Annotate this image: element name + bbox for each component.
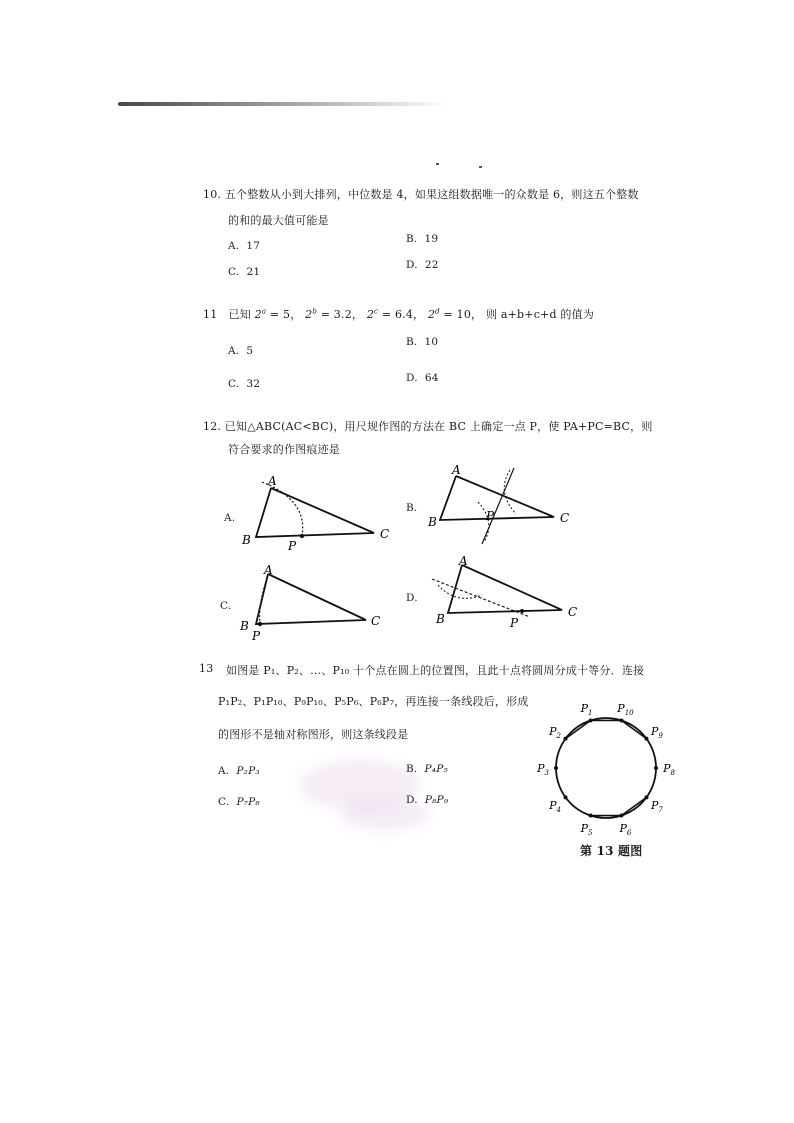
q10-option-a-label: A. xyxy=(228,240,240,252)
q13-option-a[interactable] xyxy=(218,765,260,777)
q11-exp-2: b xyxy=(312,307,317,316)
q12-option-b-label[interactable]: B. xyxy=(406,502,418,514)
q13-option-c-label: C. xyxy=(218,796,230,808)
q13-option-a-label: A. xyxy=(218,765,230,777)
q11-exp-4: d xyxy=(435,307,440,316)
q13-option-b[interactable] xyxy=(406,763,448,775)
q13-circle-figure xyxy=(530,696,690,846)
fig-c-label-b: B xyxy=(240,619,249,633)
q10-stem-line1: 10. 五个整数从小到大排列，中位数是 4，如果这组数据唯一的众数是 6，则这五个整数 xyxy=(203,188,639,201)
q13-point-p4 xyxy=(564,795,568,799)
q10-option-b-label: B. xyxy=(406,233,418,245)
q11-option-d[interactable] xyxy=(406,372,439,384)
q11-option-c-text: 32 xyxy=(246,378,261,390)
q13-circle xyxy=(556,718,656,818)
q11-exp-3: c xyxy=(374,307,379,316)
q13-point-p3 xyxy=(554,766,558,770)
q12-stem-line2: 符合要求的作图痕迹是 xyxy=(228,443,340,456)
q12-figure-c[interactable] xyxy=(234,562,394,646)
fig-b-label-a: A xyxy=(452,463,461,477)
q13-stem-line2: P₁P₂、P₁P₁₀、P₉P₁₀、P₅P₆、P₆P₇，再连接一条线段后，形成 xyxy=(218,695,529,708)
fig-a-label-b: B xyxy=(242,533,251,547)
q13-point-label-p8: $P_8$ xyxy=(663,762,675,777)
q13-point-label-p7: $P_7$ xyxy=(651,799,663,815)
q12-figure-d[interactable] xyxy=(426,555,586,635)
q11-value-1: = 5， xyxy=(266,308,302,321)
q11-option-b-label: B. xyxy=(406,336,418,348)
q11-value-2: = 3.2， xyxy=(317,308,364,321)
q10-option-d-text: 22 xyxy=(424,259,439,271)
q13-chord-p1-p2 xyxy=(566,720,591,738)
q11-exp-1: a xyxy=(261,307,267,316)
q12-option-d-label[interactable]: D. xyxy=(406,592,418,604)
fig-a-label-a: A xyxy=(268,474,277,488)
q10-option-c-label: C. xyxy=(228,266,240,278)
q13-point-label-p4: $P_4$ xyxy=(549,799,561,815)
q11-base-2: 2 xyxy=(305,308,313,321)
q10-option-b[interactable] xyxy=(406,233,438,245)
q11-value-3: = 6.4， xyxy=(378,308,425,321)
q11-option-a[interactable] xyxy=(228,345,253,357)
q13-option-c[interactable] xyxy=(218,796,260,808)
q13-option-c-text: P₇P₈ xyxy=(236,796,260,808)
q13-option-b-text: P₄P₅ xyxy=(424,763,448,775)
q10-option-c-text: 21 xyxy=(246,266,261,278)
q11-base-3: 2 xyxy=(366,308,375,321)
q12-figure-a[interactable] xyxy=(236,470,406,560)
q11-option-b[interactable] xyxy=(406,336,438,348)
q13-chords-group xyxy=(566,720,647,815)
q13-point-label-p6: $P_6$ xyxy=(619,821,632,837)
q13-option-d-text: P₈P₉ xyxy=(424,794,449,806)
q13-point-label-p3: $P_3$ xyxy=(537,762,549,777)
q11-stem xyxy=(203,306,594,322)
fig-d-label-p: P xyxy=(510,616,519,630)
q11-option-d-label: D. xyxy=(406,372,418,384)
fig-c-label-a: A xyxy=(264,563,273,577)
q13-point-label-p5: $P_5$ xyxy=(580,821,593,837)
scan-speck xyxy=(479,166,482,168)
fig-d-label-b: B xyxy=(436,612,445,626)
q13-point-label-p9: $P_9$ xyxy=(651,724,663,740)
q13-option-d[interactable] xyxy=(406,794,448,806)
q10-option-d-label: D. xyxy=(406,259,418,271)
q13-stem-line3: 的图形不是轴对称图形，则这条线段是 xyxy=(218,728,409,741)
q13-point-label-p10: $P_{10}$ xyxy=(617,702,634,718)
fig-d-label-c: C xyxy=(568,605,578,619)
q11-option-d-text: 64 xyxy=(424,372,439,384)
q12-option-c-label[interactable]: C. xyxy=(220,600,232,612)
q13-points-group xyxy=(536,702,675,837)
q13-number: 13 xyxy=(199,662,214,675)
q13-option-a-text: P₂P₃ xyxy=(236,765,260,777)
q10-option-b-text: 19 xyxy=(424,233,439,245)
fig-b-label-c: C xyxy=(560,511,570,525)
q10-option-a-text: 17 xyxy=(246,240,261,252)
q12-stem-line1: 12. 已知△ABC(AC<BC)，用尺规作图的方法在 BC 上确定一点 P，使 PA+PC=BC，则 xyxy=(203,420,653,433)
q10-option-c[interactable] xyxy=(228,266,260,278)
q11-prefix: 已知 xyxy=(228,308,251,321)
q13-option-d-label: D. xyxy=(406,794,418,806)
q13-figure-caption: 第 13 题图 xyxy=(580,844,643,858)
scan-speck xyxy=(436,163,439,165)
q11-base-4: 2 xyxy=(427,308,436,321)
q13-point-p8 xyxy=(654,766,658,770)
q13-option-b-label: B. xyxy=(406,763,418,775)
q11-option-a-label: A. xyxy=(228,345,240,357)
q10-option-a[interactable] xyxy=(228,240,260,252)
fig-a-label-p: P xyxy=(288,539,297,553)
q10-option-d[interactable] xyxy=(406,259,439,271)
q11-value-4: = 10， xyxy=(439,308,483,321)
q11-option-c[interactable] xyxy=(228,378,260,390)
q11-option-c-label: C. xyxy=(228,378,240,390)
q13-point-label-p2: $P_2$ xyxy=(549,724,561,740)
scan-artifact-line xyxy=(118,102,448,106)
fig-b-label-b: B xyxy=(428,515,437,529)
q10-stem-line2: 的和的最大值可能是 xyxy=(228,214,329,227)
q12-option-a-label[interactable]: A. xyxy=(224,512,236,524)
q13-chord-p6-p7 xyxy=(621,797,646,815)
q12-figure-b[interactable] xyxy=(426,462,586,550)
q11-number: 11 xyxy=(203,308,218,321)
fig-d-label-a: A xyxy=(459,554,468,568)
q13-point-label-p1: $P_1$ xyxy=(580,702,593,718)
q13-stem-line1: 如图是 P₁、P₂、…、P₁₀ 十个点在圆上的位置图，且此十点将圆周分成十等分．连接 xyxy=(226,664,645,677)
fig-b-label-p: P xyxy=(486,509,495,523)
fig-c-label-p: P xyxy=(252,629,261,643)
q11-option-a-text: 5 xyxy=(246,345,254,357)
q11-suffix: 则 a+b+c+d 的值为 xyxy=(485,308,595,321)
q13-chord-p9-p10 xyxy=(621,720,646,738)
q11-base-1: 2 xyxy=(254,308,262,321)
fig-a-label-c: C xyxy=(380,527,390,541)
q11-option-b-text: 10 xyxy=(424,336,439,348)
fig-c-label-c: C xyxy=(371,614,381,628)
